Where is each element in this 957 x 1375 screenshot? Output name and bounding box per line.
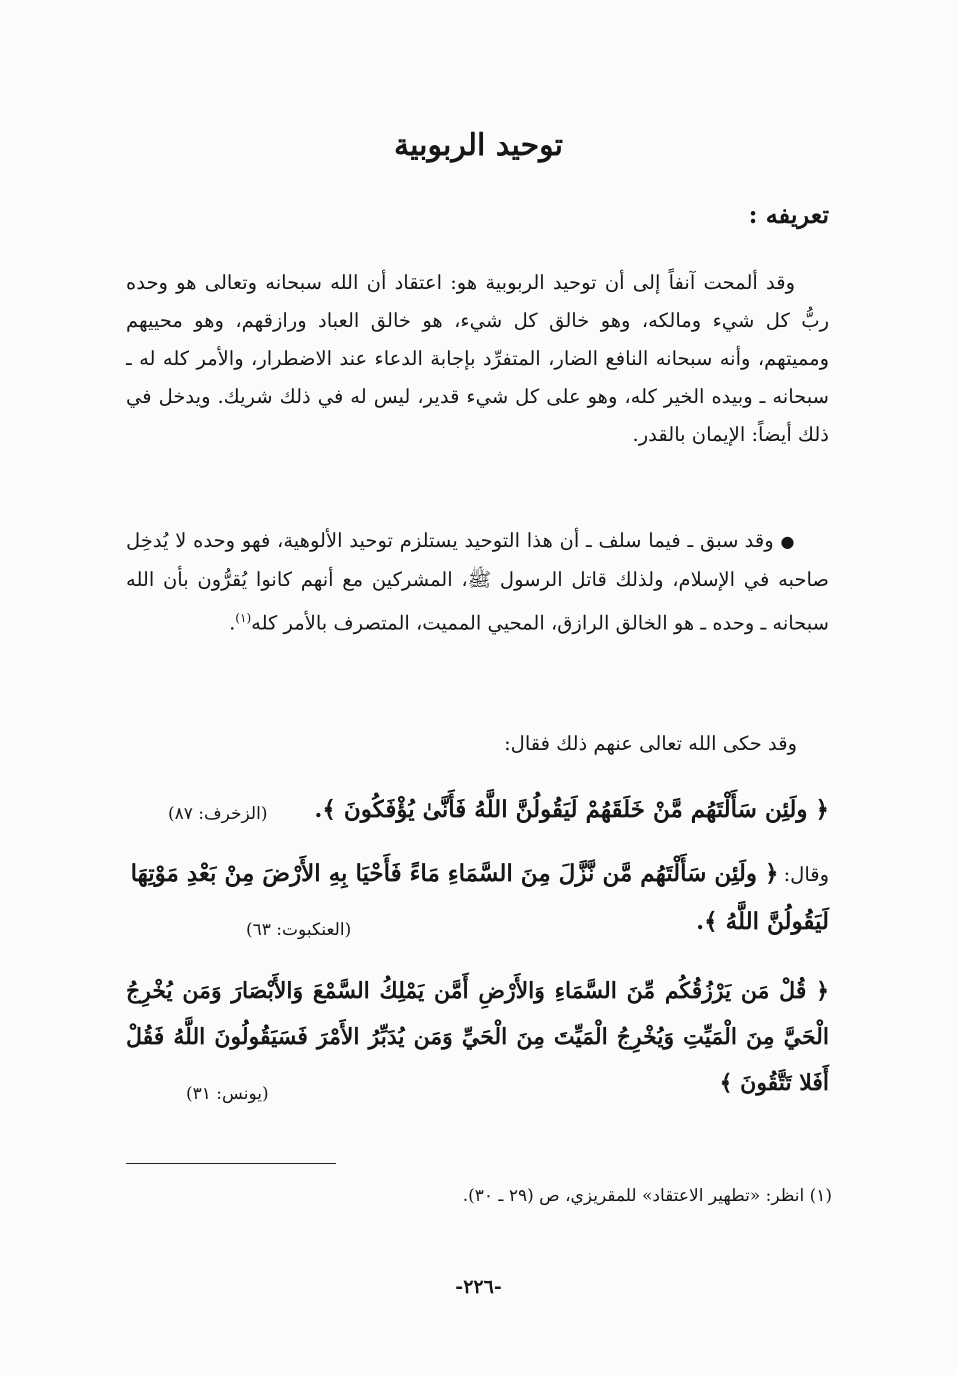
verse-text-end: لَيَقُولُنَّ اللَّهُ ﴾. bbox=[696, 908, 829, 935]
footnote-divider bbox=[126, 1163, 336, 1164]
verse-text: ﴿ ولَئِن سَأَلْتَهُم مَّن نَّزَّلَ مِنَ السَّمَاءِ مَاءً فَأَحْيَا بِهِ الأَرْضَ مِنْ بَعْدِ مَوْتِهَا bbox=[130, 860, 779, 887]
section-heading: تعريفه : bbox=[748, 200, 829, 229]
verse-text: ﴿ قُلْ مَن يَرْزُقُكُم مِّنَ السَّمَاءِ وَالأَرْضِ أَمَّن يَمْلِكُ السَّمْعَ وَالأَبْصَارَ وَمَن يُخْرِجُ الْحَيَّ مِنَ الْمَيِّتِ وَيُخْرِجُ الْمَيِّتَ مِنَ الْحَيِّ وَمَن يُدَبِّرُ الأَمْرَ فَسَيَقُولُونَ اللَّهُ فَقُلْ أَفَلا تَتَّقُونَ ﴾ bbox=[126, 978, 829, 1096]
verse-reference: (الزخرف: ٨٧) bbox=[168, 804, 268, 824]
prerequisite-paragraph bbox=[126, 522, 829, 643]
definition-paragraph: وقد ألمحت آنفاً إلى أن توحيد الربوبية هو: اعتقاد أن الله سبحانه وتعالى هو وحده ربُّ كل شيء ومالكه، وهو خالق كل شيء، هو خالق العباد ورازقهم، وهو محييهم ومميتهم، وأنه سبحانه النافع الضار، المتفرِّد بإجابة الدعاء عند الاضطرار، والأمر كله له ـ سبحانه ـ وبيده الخير كله، وهو على كل شيء قدير، ليس له في ذلك شريك. ويدخل في ذلك أيضاً: الإيمان بالقدر. bbox=[126, 271, 829, 446]
verse-line-1 bbox=[131, 860, 829, 887]
verses-intro: وقد حكى الله تعالى عنهم ذلك فقال: bbox=[504, 732, 797, 755]
bullet-icon: ● bbox=[780, 532, 796, 551]
page-number: -٢٢٦- bbox=[455, 1276, 502, 1298]
page-title: توحيد الربوبية bbox=[394, 128, 563, 163]
paragraph-end: . bbox=[229, 611, 236, 635]
verse-reference: (العنكبوت: ٦٣) bbox=[246, 920, 352, 940]
verse-reference: (يونس: ٣١) bbox=[186, 1084, 269, 1104]
verse-prefix: وقال: bbox=[783, 863, 829, 886]
footnote: (١) انظر: «تطهير الاعتقاد» للمقريزي، ص (٢٩ ـ ٣٠). bbox=[462, 1186, 832, 1206]
verse-yunus bbox=[126, 968, 829, 1106]
footnote-marker[interactable]: (١) bbox=[235, 611, 252, 625]
verse-text: ﴿ ولَئِن سَأَلْتَهُم مَّنْ خَلَقَهُمْ لَيَقُولُنَّ اللَّهُ فَأَنَّىٰ يُؤْفَكُونَ ﴾. bbox=[314, 796, 829, 823]
verse-line-2 bbox=[696, 908, 829, 935]
prerequisite-text: وقد سبق ـ فيما سلف ـ أن هذا التوحيد يستلزم توحيد الألوهية، فهو وحده لا يُدخِل صاحبه في الإسلام، ولذلك قاتل الرسول ﷺ، المشركين مع أنهم كانوا يُقرُّون بأن الله سبحانه ـ وحده ـ هو الخالق الرازق، المحيي المميت، المتصرف بالأمر كله bbox=[126, 529, 829, 635]
